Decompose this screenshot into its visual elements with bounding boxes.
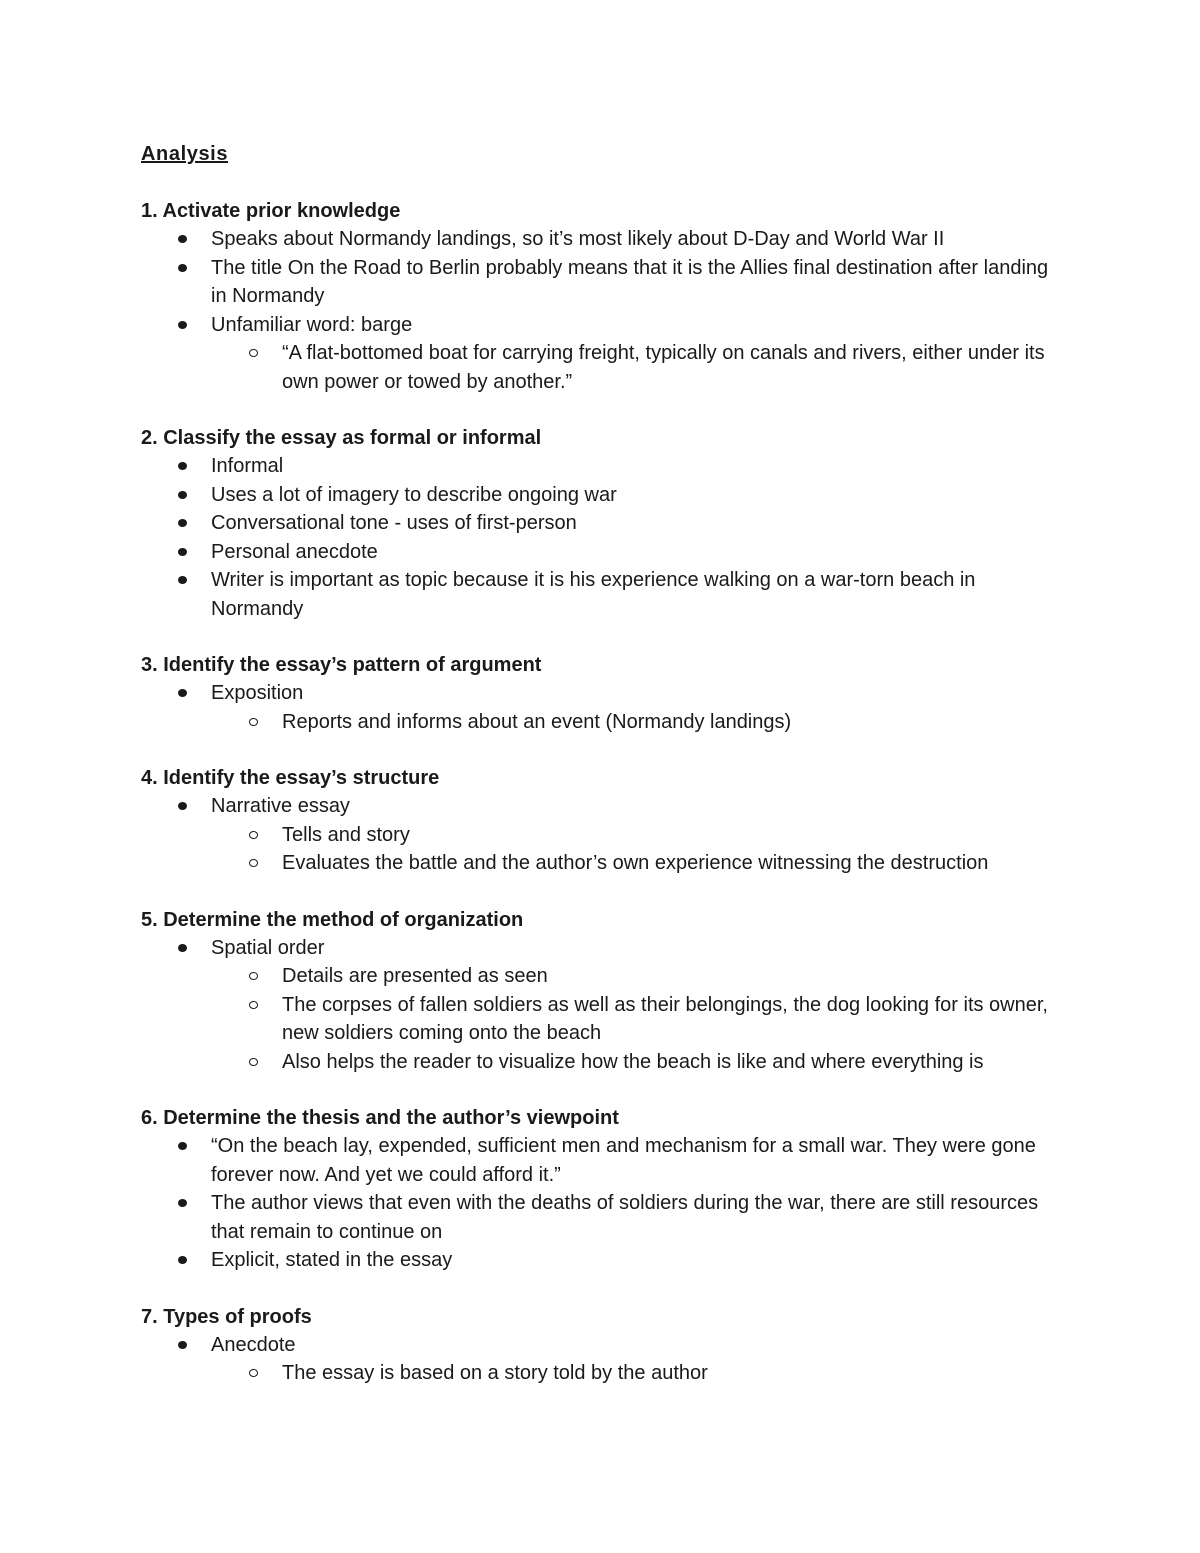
filled-bullet-icon	[178, 264, 187, 272]
filled-bullet-icon	[178, 944, 187, 952]
filled-bullet-icon	[178, 321, 187, 329]
filled-bullet-icon	[178, 519, 187, 527]
filled-bullet-icon	[178, 689, 187, 697]
bullet-list	[141, 1132, 1060, 1275]
filled-bullet-icon	[178, 1256, 187, 1264]
list-item-text: Writer is important as topic because it is his experience walking on a war-torn beach in Normandy	[211, 569, 976, 620]
sub-bullet-list	[211, 339, 1060, 396]
list-item-text: Unfamiliar word: barge	[211, 313, 413, 336]
list-item	[141, 679, 1060, 736]
section-heading: 4. Identify the essay’s structure	[141, 767, 440, 789]
section-heading: 6. Determine the thesis and the author’s viewpoint	[141, 1107, 619, 1129]
list-item-text: Narrative essay	[211, 795, 350, 817]
sub-list-item	[141, 1359, 1060, 1388]
bullet-list	[141, 792, 1060, 878]
sub-list-item	[141, 991, 1060, 1048]
list-item	[141, 566, 1060, 623]
section-7	[141, 1303, 1060, 1388]
list-item-text: Exposition	[211, 682, 304, 704]
list-item	[141, 1189, 1060, 1246]
filled-bullet-icon	[178, 491, 187, 499]
bullet-list	[141, 934, 1060, 1077]
filled-bullet-icon	[178, 235, 187, 243]
list-item-text: The author views that even with the deaths of soldiers during the war, there are still resources that remain to continue on	[211, 1192, 1039, 1243]
section-4	[141, 764, 1060, 878]
list-item-text: Speaks about Normandy landings, so it’s most likely about D-Day and World War II	[211, 228, 945, 250]
list-item-text: “On the beach lay, expended, sufficient men and mechanism for a small war. They were gone forever now. And yet we could afford it.”	[211, 1135, 1036, 1186]
hollow-bullet-icon	[249, 1369, 258, 1377]
list-item	[141, 254, 1060, 311]
list-item	[141, 1132, 1060, 1189]
sub-bullet-list	[211, 962, 1060, 1076]
bullet-list	[141, 679, 1060, 736]
section-heading: 2. Classify the essay as formal or informal	[141, 427, 542, 449]
hollow-bullet-icon	[249, 831, 258, 839]
list-item	[141, 1246, 1060, 1275]
list-item-text: The title On the Road to Berlin probably means that it is the Allies final destination after landing in Normandy	[211, 256, 1049, 307]
sub-list-item-text: The corpses of fallen soldiers as well as their belongings, the dog looking for its owner, new soldiers coming onto the beach	[282, 993, 1048, 1044]
list-item-text: Uses a lot of imagery to describe ongoing war	[211, 483, 617, 506]
filled-bullet-icon	[178, 462, 187, 470]
sub-list-item-text: “A flat-bottomed boat for carrying freight, typically on canals and rivers, either under its own power or towed by another.”	[282, 342, 1045, 393]
sub-list-item-text: The essay is based on a story told by the author	[282, 1362, 708, 1384]
list-item-text: Conversational tone - uses of first-person	[211, 512, 577, 534]
sub-list-item	[141, 849, 1060, 878]
hollow-bullet-icon	[249, 859, 258, 867]
sub-list-item	[141, 1048, 1060, 1077]
sub-bullet-list	[211, 708, 1060, 737]
list-item	[141, 509, 1060, 538]
section-3	[141, 651, 1060, 736]
list-item	[141, 452, 1060, 481]
list-item	[141, 934, 1060, 1077]
hollow-bullet-icon	[249, 1001, 258, 1009]
sub-list-item-text: Reports and informs about an event (Normandy landings)	[282, 710, 792, 733]
filled-bullet-icon	[178, 1199, 187, 1207]
list-item-text: Informal	[211, 455, 284, 477]
filled-bullet-icon	[178, 576, 187, 584]
list-item	[141, 538, 1060, 567]
list-item	[141, 311, 1060, 397]
list-item	[141, 225, 1060, 254]
sub-list-item	[141, 821, 1060, 850]
sub-list-item-text: Tells and story	[282, 823, 410, 846]
sub-list-item	[141, 708, 1060, 737]
section-2	[141, 424, 1060, 623]
sections-container	[141, 197, 1060, 1388]
filled-bullet-icon	[178, 1341, 187, 1349]
section-heading: 1. Activate prior knowledge	[141, 200, 401, 222]
filled-bullet-icon	[178, 1142, 187, 1150]
filled-bullet-icon	[178, 802, 187, 810]
section-5	[141, 906, 1060, 1077]
bullet-list	[141, 1331, 1060, 1388]
sub-list-item-text: Details are presented as seen	[282, 965, 548, 987]
list-item	[141, 481, 1060, 510]
list-item-text: Personal anecdote	[211, 540, 378, 563]
bullet-list	[141, 452, 1060, 623]
sub-list-item	[141, 962, 1060, 991]
list-item-text: Explicit, stated in the essay	[211, 1249, 453, 1271]
bullet-list	[141, 225, 1060, 396]
section-heading: 7. Types of proofs	[141, 1305, 312, 1328]
list-item	[141, 792, 1060, 878]
sub-list-item-text: Also helps the reader to visualize how the beach is like and where everything is	[282, 1050, 984, 1073]
sub-bullet-list	[211, 821, 1060, 878]
sub-list-item	[141, 339, 1060, 396]
sub-bullet-list	[211, 1359, 1060, 1388]
section-6	[141, 1104, 1060, 1275]
filled-bullet-icon	[178, 548, 187, 556]
section-heading: 5. Determine the method of organization	[141, 908, 524, 931]
list-item-text: Anecdote	[211, 1333, 296, 1356]
hollow-bullet-icon	[249, 718, 258, 726]
page-title: Analysis	[141, 143, 229, 165]
hollow-bullet-icon	[249, 349, 258, 357]
section-heading: 3. Identify the essay’s pattern of argument	[141, 654, 542, 676]
section-1	[141, 197, 1060, 396]
hollow-bullet-icon	[249, 1058, 258, 1066]
list-item-text: Spatial order	[211, 936, 325, 959]
hollow-bullet-icon	[249, 972, 258, 980]
sub-list-item-text: Evaluates the battle and the author’s own experience witnessing the destruction	[282, 852, 989, 874]
list-item	[141, 1331, 1060, 1388]
